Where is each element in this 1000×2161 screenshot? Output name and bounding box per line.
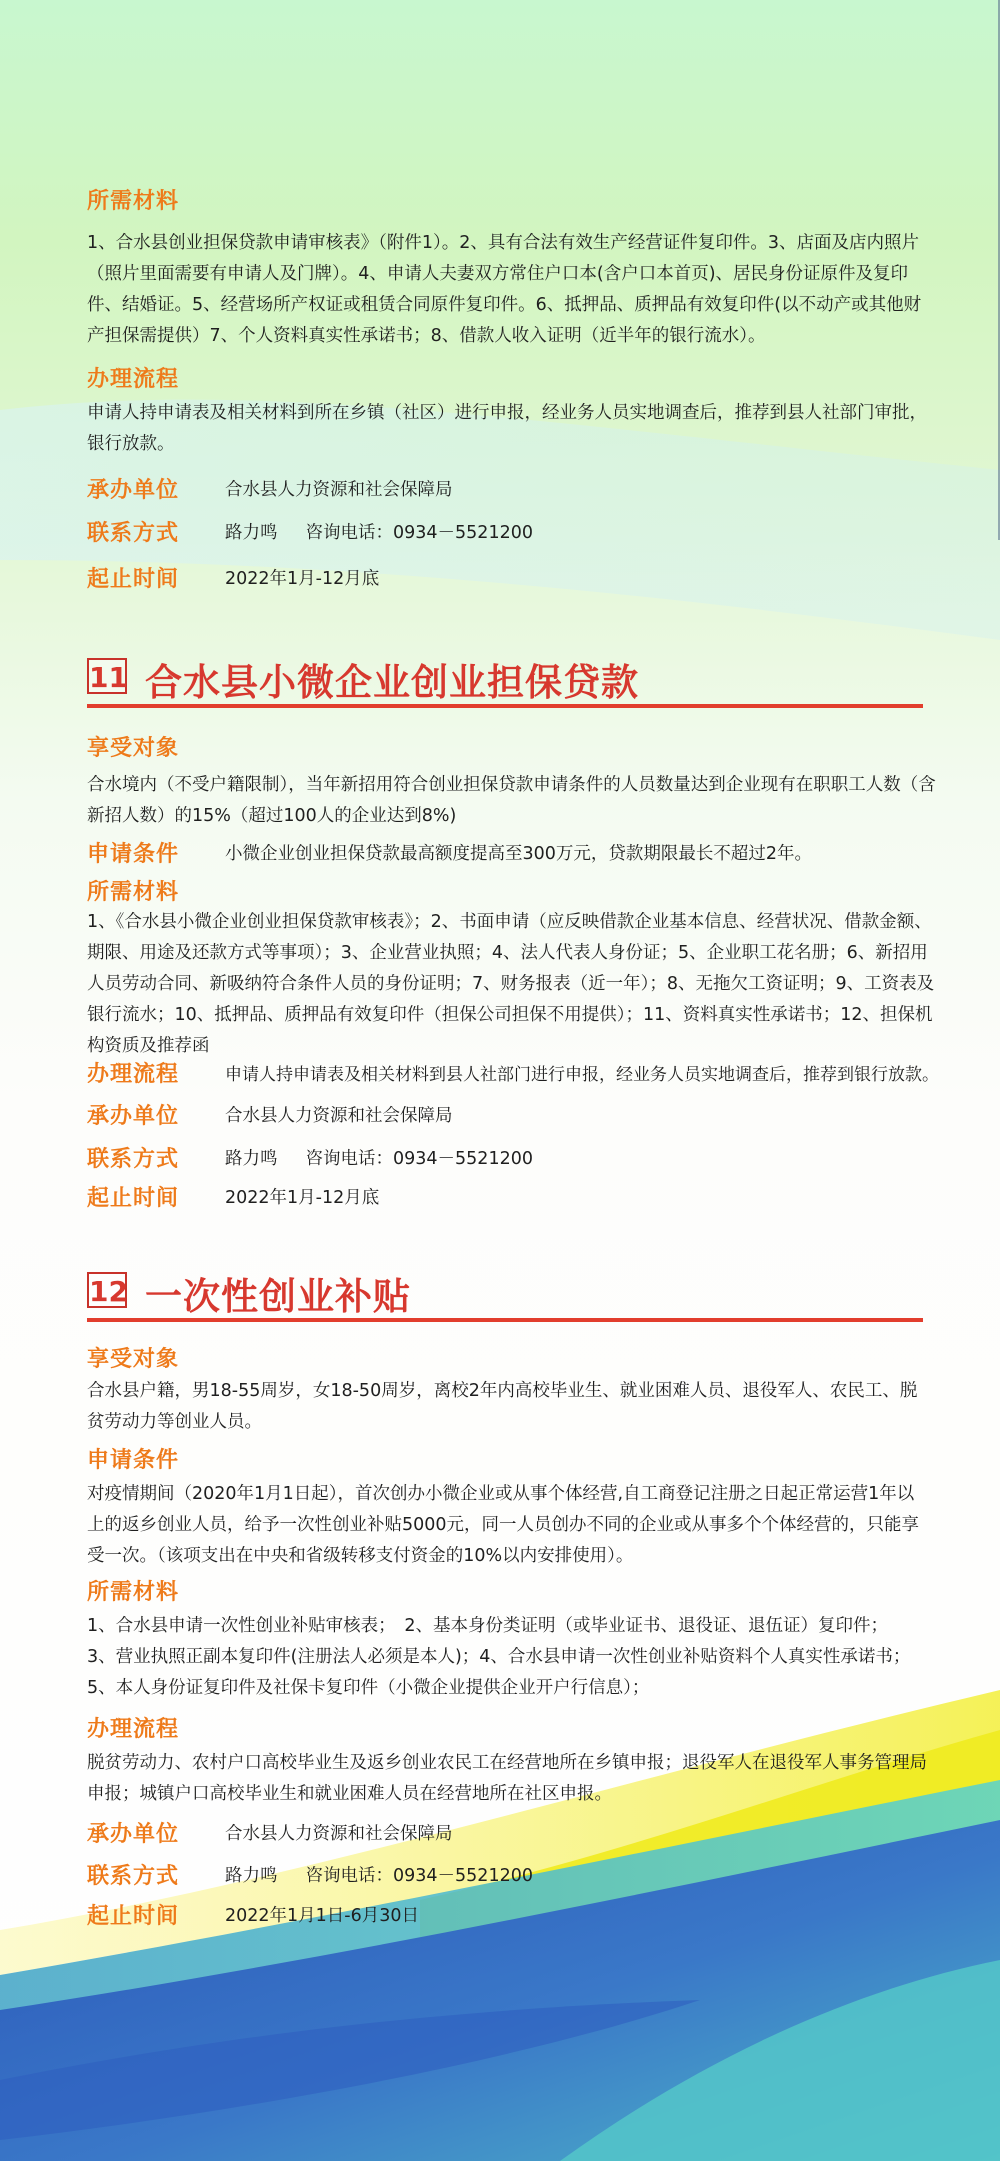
section12-conditions-text: 对疫情期间（2020年1月1日起），首次创办小微企业或从事个体经营,自工商登记注册之日起正常运营1年以上的返乡创业人员，给予一次性创业补贴5000元，同一人员创办不同的企业或从事多个个体经营的，只能享受一次。（该项支出在中央和省级转移支付资金的10%以内安排使用）。 [87, 1484, 920, 1566]
section10-materials-text: 1、合水县创业担保贷款申请审核表》（附件1）。2、具有合法有效生产经营证件复印件。3、店面及店内照片（照片里面需要有申请人及门牌）。4、申请人夫妻双方常住户口本(含户口本首页)、居民身份证原件及复印件、结婚证。5、经营场所产权证或租赁合同原件复印件。6、抵押品、质押品有效复印件(以不动产或其他财产担保需提供）7、个人资料真实性承诺书；8、借款人收入证明（近半年的银行流水）。 [87, 233, 922, 346]
section11-unit-row [87, 1098, 453, 1130]
section10-unit-row [87, 472, 453, 504]
section11-conditions-row [87, 836, 813, 868]
contact-phone: 咨询电话：0934－5521200 [305, 1865, 533, 1886]
section12-unit-row [87, 1816, 453, 1848]
contact-name: 路力鸣 [225, 1148, 278, 1169]
section11-contact-row [87, 1141, 533, 1173]
section10-period-row [87, 561, 380, 593]
section12-number: 12 [87, 1272, 127, 1308]
contact-phone: 咨询电话：0934－5521200 [305, 522, 533, 543]
contact-value [225, 1145, 533, 1170]
section12-process-heading: 办理流程 [87, 1717, 180, 1742]
unit-value: 合水县人力资源和社会保障局 [225, 1105, 453, 1126]
conditions-label: 申请条件 [87, 841, 180, 867]
materials-line: 3、营业执照正副本复印件(注册法人必须是本人)；4、合水县申请一次性创业补贴资料个人真实性承诺书； [87, 1647, 911, 1667]
section12-contact-row [87, 1858, 533, 1890]
contact-label: 联系方式 [87, 520, 180, 546]
unit-label: 承办单位 [87, 477, 180, 503]
unit-label: 承办单位 [87, 1821, 180, 1847]
section11-rule [87, 704, 923, 708]
section12-process-text: 脱贫劳动力、农村户口高校毕业生及返乡创业农民工在经营地所在乡镇申报；退役军人在退役军人事务管理局申报；城镇户口高校毕业生和就业困难人员在经营地所在社区申报。 [87, 1753, 927, 1804]
section10-contact-row [87, 515, 533, 547]
contact-label: 联系方式 [87, 1863, 180, 1889]
period-value: 2022年1月-12月底 [225, 568, 380, 589]
section11-number: 11 [87, 658, 127, 694]
section12-materials-list [87, 1611, 967, 1704]
unit-value: 合水县人力资源和社会保障局 [225, 479, 453, 500]
section12-title: 一次性创业补贴 [145, 1275, 411, 1318]
materials-line: 5、本人身份证复印件及社保卡复印件（小微企业提供企业开户行信息）； [87, 1678, 650, 1698]
process-value: 申请人持申请表及相关材料到县人社部门进行申报，经业务人员实地调查后，推荐到银行放款。 [225, 1064, 939, 1085]
section11-process-row [87, 1056, 939, 1088]
contact-name: 路力鸣 [225, 1865, 278, 1886]
section11-materials-text: 1、《合水县小微企业创业担保贷款审核表》；2、书面申请（应反映借款企业基本信息、经营状况、借款金额、期限、用途及还款方式等事项）；3、企业营业执照；4、法人代表人身份证；5、企业职工花名册；6、新招用人员劳动合同、新吸纳符合条件人员的身份证明；7、财务报表（近一年）；8、无拖欠工资证明；9、工资表及银行流水；10、抵押品、质押品有效复印件（担保公司担保不用提供）；11、资料真实性承诺书；12、担保机构资质及推荐函 [87, 912, 935, 1056]
period-label: 起止时间 [87, 1903, 180, 1929]
section11-target-heading: 享受对象 [87, 736, 180, 761]
period-value: 2022年1月-12月底 [225, 1187, 380, 1208]
section11-period-row [87, 1180, 380, 1212]
section10-materials-heading: 所需材料 [87, 189, 180, 214]
unit-value: 合水县人力资源和社会保障局 [225, 1823, 453, 1844]
section11-header [87, 648, 923, 708]
contact-label: 联系方式 [87, 1146, 180, 1172]
contact-value [225, 1862, 533, 1887]
section12-target-text: 合水县户籍，男18-55周岁，女18-50周岁，离校2年内高校毕业生、就业困难人员、退役军人、农民工、脱贫劳动力等创业人员。 [87, 1381, 918, 1432]
section11-title: 合水县小微企业创业担保贷款 [145, 661, 639, 704]
materials-line: 1、合水县申请一次性创业补贴审核表； 2、基本身份类证明（或毕业证书、退役证、退伍证）复印件； [87, 1616, 889, 1636]
section12-period-row [87, 1898, 420, 1930]
contact-name: 路力鸣 [225, 522, 278, 543]
period-label: 起止时间 [87, 566, 180, 592]
section12-rule [87, 1318, 923, 1322]
contact-phone: 咨询电话：0934－5521200 [305, 1148, 533, 1169]
section11-target-text: 合水境内（不受户籍限制），当年新招用符合创业担保贷款申请条件的人员数量达到企业现有在职职工人数（含新招人数）的15%（超过100人的企业达到8%) [87, 775, 936, 826]
period-label: 起止时间 [87, 1185, 180, 1211]
unit-label: 承办单位 [87, 1103, 180, 1129]
process-label: 办理流程 [87, 1061, 180, 1087]
period-value: 2022年1月1日-6月30日 [225, 1905, 420, 1926]
section11-materials-heading: 所需材料 [87, 880, 180, 905]
section12-conditions-heading: 申请条件 [87, 1448, 180, 1473]
section12-materials-heading: 所需材料 [87, 1580, 180, 1605]
section12-target-heading: 享受对象 [87, 1347, 180, 1372]
section10-process-heading: 办理流程 [87, 367, 180, 392]
conditions-value: 小微企业创业担保贷款最高额度提高至300万元，贷款期限最长不超过2年。 [225, 843, 813, 864]
section12-header [87, 1262, 923, 1322]
contact-value [225, 519, 533, 544]
section10-process-text: 申请人持申请表及相关材料到所在乡镇（社区）进行申报，经业务人员实地调查后，推荐到县人社部门审批，银行放款。 [87, 403, 927, 454]
